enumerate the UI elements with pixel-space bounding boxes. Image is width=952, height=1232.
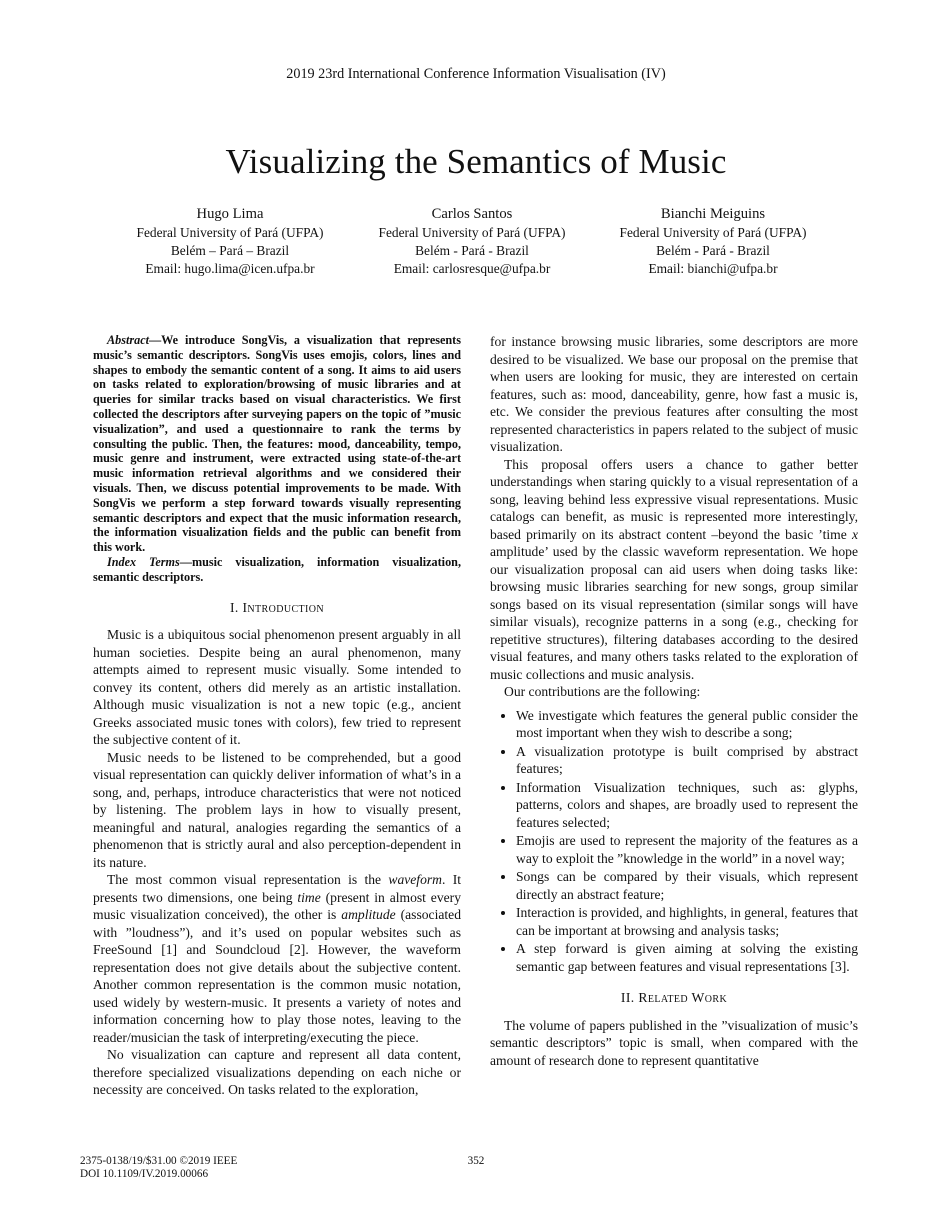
- author-location: Belém - Pará - Brazil: [656, 243, 770, 259]
- author-location: Belém – Pará – Brazil: [170, 243, 290, 259]
- index-terms-label: Index Terms: [107, 554, 180, 569]
- author-email: Email: hugo.lima@icen.ufpa.br: [145, 261, 315, 277]
- text-run: amplitude’ used by the classic waveform representation. We hope our visualization proposal can aid users when doing tasks like: browsing music libraries searching for new songs, group similar songs based on its visual representation (similar songs will have similar visuals), recognize patterns in a song (e.g., checking for repetitive structures), filtering databases according to the desired visual features, and many others tasks related to the exploration of music collections and music analysis.: [490, 544, 858, 682]
- author-name: Carlos Santos: [431, 206, 513, 222]
- paragraph: Music is a ubiquitous social phenomenon present arguably in all human societies. Despite being an aural phenomenon, many attempts aimed to represent music visually. Some intended to convey its content, others did merely as an artistic installation. Although music visualization is not a new topic (e.g., ancient Greeks associated music tones with colors), few tried to represent the subjective content of it.: [93, 627, 461, 748]
- section-heading-related-work: [490, 989, 858, 1007]
- list-item: • A visualization prototype is built comprised by abstract features;: [516, 743, 858, 778]
- author-location: Belém - Pará - Brazil: [415, 243, 529, 259]
- issn-price: 2375-0138/19/$31.00 ©2019 IEEE: [80, 1155, 238, 1167]
- index-terms-text: —music visualization, information visualization, semantic descriptors.: [93, 554, 461, 584]
- emphasis: waveform: [388, 872, 442, 888]
- text-run: . It presents two dimensions, one being: [93, 872, 461, 905]
- author-affiliation: Federal University of Pará (UFPA): [378, 225, 566, 240]
- section-numeral: I.: [229, 599, 243, 615]
- author-name: Bianchi Meiguins: [660, 206, 766, 222]
- paper-title: Visualizing the Semantics of Music: [225, 142, 727, 181]
- paragraph: for instance browsing music libraries, some descriptors are more desired to be visualized. We base our proposal on the premise that when users are looking for music, they are interested on certain features, such as: mood, danceability, genre, how fast a music is, etc. We consider the previous features after consulting the most represented characteristics in papers related to the subject of music visualization.: [490, 334, 858, 454]
- abstract-label: Abstract: [107, 333, 149, 347]
- section-heading-introduction: [93, 599, 461, 617]
- contributions-list: [490, 707, 858, 976]
- section-title: Introduction: [242, 599, 325, 615]
- paragraph: No visualization can capture and represent all data content, therefore specialized visualizations depending on each niche or necessity are conceived. On tasks related to the exploration,: [93, 1047, 461, 1098]
- list-item: • Information Visualization techniques, such as: glyphs, patterns, colors and shapes, are broadly used to represent the features selected;: [516, 779, 858, 832]
- paragraph: [93, 871, 461, 1046]
- author-1: [100, 205, 360, 279]
- list-item: • A step forward is given aiming at solving the existing semantic gap between features and visual representations [3].: [516, 940, 858, 975]
- emphasis: x: [851, 526, 858, 542]
- list-item: • Interaction is provided, and highlights, in general, features that can be important at browsing and analysis tasks;: [516, 904, 858, 939]
- page-number: 352: [467, 1155, 485, 1167]
- author-email: Email: carlosresque@ufpa.br: [393, 261, 551, 277]
- emphasis: time: [297, 889, 321, 905]
- doi: DOI 10.1109/IV.2019.00066: [80, 1167, 209, 1180]
- list-item: • Songs can be compared by their visuals, which represent directly an abstract feature;: [516, 868, 858, 903]
- text-run: This proposal offers users a chance to gather better understandings when staring quickly to a visual representation of a song, leaving behind less expressive visual representations. Music catalogs can benefit, as music is represented more interestingly, based primarily on its abstract content –beyond the basic ’time: [490, 456, 858, 542]
- running-head: 2019 23rd International Conference Information Visualisation (IV): [286, 66, 666, 82]
- list-item: • We investigate which features the general public consider the most important when they wish to describe a song;: [516, 707, 858, 742]
- section-numeral: II.: [620, 990, 639, 1005]
- abstract-text: —We introduce SongVis, a visualization that represents music’s semantic descriptors. SongVis uses emojis, colors, lines and shapes to embody the semantic content of a song. It aims to aid users on tasks related to exploration/browsing of music libraries and at queries for similar tracks based on visual characteristics. We first collected the descriptors after surveying papers on the topic of ”music visualization”, and used a questionnaire to rank the terms by consulting the public. Then, the features: mood, danceability, tempo, music genre and instrument, were extracted using state-of-the-art music information retrieval algorithms and we considered their visuals. Then, we discuss potential improvements to be made. With SongVis we perform a step forward towards visually representing semantic descriptors and expect that the music information research, the information visualization fields and the public can benefit from this work.: [93, 333, 461, 555]
- section-title: Related Work: [638, 990, 728, 1005]
- paragraph: Our contributions are the following:: [504, 684, 701, 699]
- author-name: Hugo Lima: [196, 206, 264, 222]
- text-run: (associated with ”loudness”), and it’s used on popular websites such as FreeSound [1] and Soundcloud [2]. However, the waveform representation does not give details about the subjective content. Another common representation is the common music notation, used widely by western-music. It presents a variety of notes and information concerning how to play those notes, leaving to the reader/musician the task of interpreting/executing the piece.: [93, 907, 461, 1045]
- author-email: Email: bianchi@ufpa.br: [648, 261, 778, 277]
- author-affiliation: Federal University of Pará (UFPA): [136, 225, 324, 240]
- abstract: [93, 333, 461, 555]
- list-item: • Emojis are used to represent the majority of the features as a way to exploit the ”knowledge in the world” in a novel way;: [516, 832, 858, 867]
- left-column: [93, 333, 461, 1099]
- emphasis: amplitude: [341, 907, 396, 923]
- text-run: (present in almost every music visualization conceived), the other is: [93, 889, 461, 923]
- author-3: [583, 205, 843, 279]
- paragraph: [490, 456, 858, 684]
- paragraph: Music needs to be listened to be comprehended, but a good visual representation can quickly deliver information of what’s in a song, and, perhaps, introduce characteristics that were not noticed by listening. The problem lays in how to visually present, meaningful and natural, analogies regarding the semantics of a phenomenon that is strictly aural and also perception-dependent in its nature.: [93, 749, 461, 870]
- author-affiliation: Federal University of Pará (UFPA): [619, 225, 807, 240]
- footer-copyright: [80, 1155, 237, 1180]
- paragraph: The volume of papers published in the ”visualization of music’s semantic descriptors” topic is small, when compared with the amount of research done to represent quantitative: [490, 1017, 858, 1068]
- index-terms: [93, 555, 461, 585]
- right-column: [490, 333, 858, 1069]
- author-2: [342, 205, 602, 279]
- text-run: The most common visual representation is the: [107, 872, 389, 888]
